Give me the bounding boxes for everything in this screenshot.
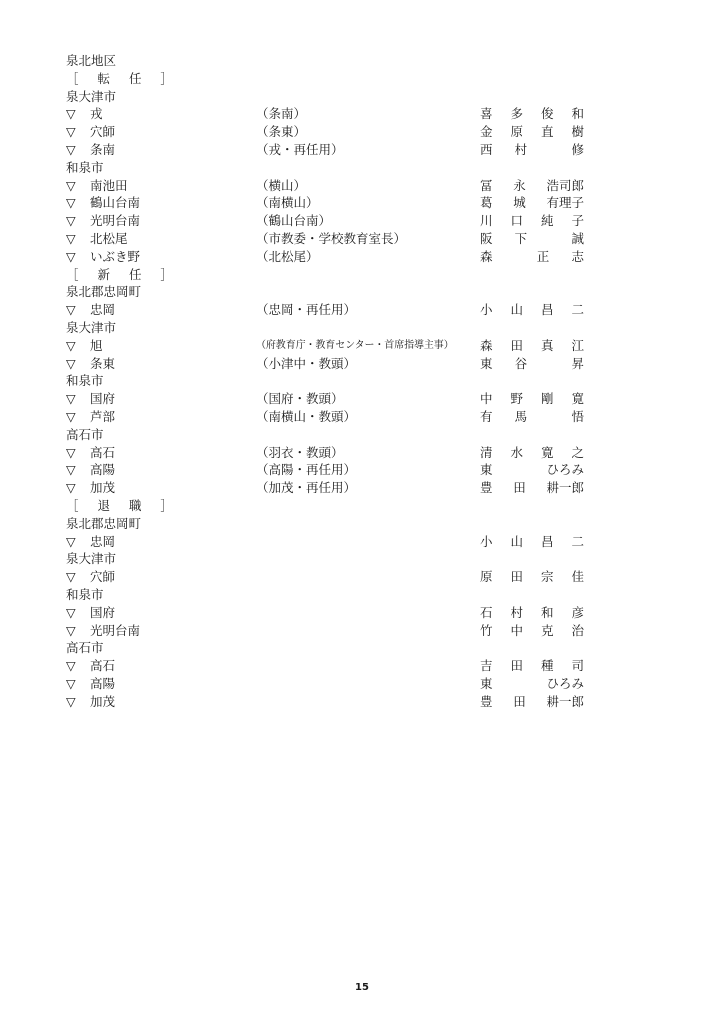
name-part: 昌 xyxy=(540,302,554,318)
name-part: 村 xyxy=(510,604,523,620)
school-name: 高陽 xyxy=(90,675,116,691)
name-part: 東 xyxy=(480,675,493,691)
page-number: 15 xyxy=(355,982,369,993)
triangle-icon: ▽ xyxy=(66,337,76,353)
name-part: 川 xyxy=(480,213,493,229)
triangle-icon: ▽ xyxy=(66,569,76,585)
triangle-icon: ▽ xyxy=(66,177,76,193)
previous-post: （国府・教頭） xyxy=(256,391,344,407)
triangle-icon: ▽ xyxy=(66,444,76,460)
name-part: 葛 xyxy=(480,195,493,211)
name-part: 村 xyxy=(514,141,528,157)
list-item xyxy=(66,390,586,408)
name-part: 悟 xyxy=(571,408,584,424)
area-heading: 和泉市 xyxy=(66,159,104,175)
triangle-icon: ▽ xyxy=(66,248,76,264)
name-part: 田 xyxy=(513,693,526,709)
person-name xyxy=(480,675,584,693)
name-part: 石 xyxy=(480,604,493,620)
name-part: ひろみ xyxy=(546,462,584,478)
list-item xyxy=(66,622,586,640)
name-part: 和 xyxy=(540,604,554,620)
previous-post: （横山） xyxy=(256,177,307,193)
name-part: 西 xyxy=(480,141,493,157)
previous-post: （条南） xyxy=(256,106,307,122)
list-item xyxy=(66,568,586,586)
school-name: 旭 xyxy=(90,337,103,353)
school-name: 光明台南 xyxy=(90,213,141,229)
name-part: 司 xyxy=(571,658,584,674)
name-part: 山 xyxy=(510,533,523,549)
school-name: 加茂 xyxy=(90,693,116,709)
name-part: 有 xyxy=(480,408,493,424)
previous-post: （条東） xyxy=(256,124,307,140)
school-name: 忠岡 xyxy=(90,302,116,318)
name-part: 永 xyxy=(513,177,526,193)
school-name: 穴師 xyxy=(90,124,116,140)
name-part: 浩司郎 xyxy=(546,177,584,193)
list-item xyxy=(66,693,586,711)
name-part: 森 xyxy=(480,248,493,264)
name-part: 彦 xyxy=(571,604,584,620)
name-part: 東 xyxy=(480,462,493,478)
list-item xyxy=(66,461,586,479)
school-name: 北松尾 xyxy=(90,230,128,246)
previous-post: （府教育庁・教育センター・首席指導主事） xyxy=(256,339,454,351)
name-part: 有理子 xyxy=(546,195,584,211)
previous-post: （羽衣・教頭） xyxy=(256,444,344,460)
area-heading: 高石市 xyxy=(66,426,104,442)
name-part: 森 xyxy=(480,337,493,353)
list-item xyxy=(66,408,586,426)
name-part: ひろみ xyxy=(546,675,584,691)
name-part: 純 xyxy=(540,213,554,229)
triangle-icon: ▽ xyxy=(66,213,76,229)
person-name xyxy=(480,604,584,622)
name-part: 直 xyxy=(540,124,554,140)
triangle-icon: ▽ xyxy=(66,302,76,318)
school-name: 高陽 xyxy=(90,462,116,478)
personnel-list xyxy=(66,52,586,710)
previous-post: （小津中・教頭） xyxy=(256,355,357,371)
list-item xyxy=(66,141,586,159)
name-part: 克 xyxy=(540,622,554,638)
list-item xyxy=(66,675,586,693)
person-name xyxy=(480,177,584,195)
list-item xyxy=(66,355,586,373)
school-name: 忠岡 xyxy=(90,533,116,549)
name-part: 中 xyxy=(480,391,493,407)
previous-post: （戎・再任用） xyxy=(256,141,344,157)
school-name: 南池田 xyxy=(90,177,128,193)
name-part: 耕一郎 xyxy=(546,693,584,709)
name-part: 中 xyxy=(510,622,523,638)
name-part: 口 xyxy=(510,213,523,229)
triangle-icon: ▽ xyxy=(66,658,76,674)
school-name: 鶴山台南 xyxy=(90,195,141,211)
list-item xyxy=(66,604,586,622)
person-name xyxy=(480,301,584,319)
name-part: 田 xyxy=(510,569,523,585)
list-item xyxy=(66,248,586,266)
name-part: 昇 xyxy=(571,355,584,371)
triangle-icon: ▽ xyxy=(66,391,76,407)
area-heading: 高石市 xyxy=(66,640,104,656)
list-item xyxy=(66,444,586,462)
triangle-icon: ▽ xyxy=(66,355,76,371)
name-part: 佳 xyxy=(571,569,584,585)
name-part: 和 xyxy=(571,106,584,122)
name-part: 原 xyxy=(510,124,523,140)
school-name: 穴師 xyxy=(90,569,116,585)
school-name: 国府 xyxy=(90,604,116,620)
list-item xyxy=(66,230,586,248)
name-part: 豊 xyxy=(480,480,493,496)
name-part: 水 xyxy=(510,444,523,460)
name-part: 野 xyxy=(510,391,523,407)
previous-post: （高陽・再任用） xyxy=(256,462,357,478)
school-name: いぶき野 xyxy=(90,248,141,264)
name-part: 馬 xyxy=(514,408,528,424)
person-name xyxy=(480,105,584,123)
school-name: 光明台南 xyxy=(90,622,141,638)
triangle-icon: ▽ xyxy=(66,462,76,478)
triangle-icon: ▽ xyxy=(66,195,76,211)
person-name xyxy=(480,461,584,479)
list-item xyxy=(66,301,586,319)
school-name: 高石 xyxy=(90,444,116,460)
school-name: 国府 xyxy=(90,391,116,407)
person-name xyxy=(480,622,584,640)
list-item xyxy=(66,105,586,123)
person-name xyxy=(480,141,584,159)
name-part: 金 xyxy=(480,124,493,140)
school-name: 加茂 xyxy=(90,480,116,496)
previous-post: （南横山・教頭） xyxy=(256,408,357,424)
name-part: 耕一郎 xyxy=(546,480,584,496)
area-heading: 泉北地区 xyxy=(66,53,117,68)
name-part: 真 xyxy=(540,337,554,353)
name-part: 小 xyxy=(480,302,493,318)
area-heading: 和泉市 xyxy=(66,586,104,602)
name-part: 修 xyxy=(571,141,584,157)
triangle-icon: ▽ xyxy=(66,622,76,638)
area-heading: 泉大津市 xyxy=(66,88,117,104)
name-part: 喜 xyxy=(480,106,493,122)
name-part: 田 xyxy=(510,337,523,353)
name-part: 原 xyxy=(480,569,493,585)
previous-post: （南横山） xyxy=(256,195,319,211)
list-item xyxy=(66,533,586,551)
triangle-icon: ▽ xyxy=(66,693,76,709)
person-name xyxy=(480,533,584,551)
person-name xyxy=(480,212,584,230)
name-part: 宗 xyxy=(540,569,554,585)
area-heading: 泉大津市 xyxy=(66,319,117,335)
school-name: 条南 xyxy=(90,141,116,157)
previous-post: （加茂・再任用） xyxy=(256,480,357,496)
name-part: 豊 xyxy=(480,693,493,709)
name-part: 江 xyxy=(571,337,584,353)
name-part: 冨 xyxy=(480,177,493,193)
area-heading: 泉大津市 xyxy=(66,551,117,567)
school-name: 高石 xyxy=(90,658,116,674)
person-name xyxy=(480,123,584,141)
list-item xyxy=(66,212,586,230)
name-part: 城 xyxy=(513,195,526,211)
person-name xyxy=(480,479,584,497)
school-name: 芦部 xyxy=(90,408,116,424)
list-item xyxy=(66,194,586,212)
name-part: 昌 xyxy=(540,533,554,549)
list-item xyxy=(66,123,586,141)
name-part: 種 xyxy=(540,658,554,674)
name-part: 寛 xyxy=(540,444,554,460)
name-part: 志 xyxy=(571,248,584,264)
person-name xyxy=(480,408,584,426)
list-item xyxy=(66,657,586,675)
person-name xyxy=(480,444,584,462)
list-item xyxy=(66,479,586,497)
name-part: 之 xyxy=(571,444,584,460)
name-part: 田 xyxy=(513,480,526,496)
person-name xyxy=(480,248,584,266)
name-part: 剛 xyxy=(540,391,554,407)
name-part: 谷 xyxy=(514,355,528,371)
triangle-icon: ▽ xyxy=(66,141,76,157)
triangle-icon: ▽ xyxy=(66,408,76,424)
name-part: 多 xyxy=(510,106,523,122)
name-part: 田 xyxy=(510,658,523,674)
name-part: 下 xyxy=(514,230,528,246)
name-part: 竹 xyxy=(480,622,493,638)
triangle-icon: ▽ xyxy=(66,604,76,620)
person-name xyxy=(480,355,584,373)
name-part: 誠 xyxy=(571,230,584,246)
triangle-icon: ▽ xyxy=(66,106,76,122)
name-part: 吉 xyxy=(480,658,493,674)
triangle-icon: ▽ xyxy=(66,230,76,246)
person-name xyxy=(480,657,584,675)
name-part: 正 xyxy=(536,248,550,264)
person-name xyxy=(480,693,584,711)
school-name: 戎 xyxy=(90,106,103,122)
area-heading: 泉北郡忠岡町 xyxy=(66,284,142,300)
name-part: 東 xyxy=(480,355,493,371)
name-part: 俊 xyxy=(540,106,554,122)
previous-post: （忠岡・再任用） xyxy=(256,302,357,318)
triangle-icon: ▽ xyxy=(66,675,76,691)
person-name xyxy=(480,194,584,212)
name-part: 子 xyxy=(571,213,584,229)
area-heading: 和泉市 xyxy=(66,373,104,389)
person-name xyxy=(480,337,584,355)
name-part: 樹 xyxy=(571,124,584,140)
name-part: 山 xyxy=(510,302,523,318)
name-part: 阪 xyxy=(480,230,493,246)
section-heading: ［ 退 職 ］ xyxy=(66,497,181,513)
person-name xyxy=(480,230,584,248)
previous-post: （鶴山台南） xyxy=(256,213,332,229)
area-heading: 泉北郡忠岡町 xyxy=(66,515,142,531)
person-name xyxy=(480,568,584,586)
section-heading: ［ 転 任 ］ xyxy=(66,70,181,86)
name-part: 寛 xyxy=(571,391,584,407)
list-item xyxy=(66,337,586,355)
triangle-icon: ▽ xyxy=(66,533,76,549)
section-heading: ［ 新 任 ］ xyxy=(66,266,181,282)
name-part: 小 xyxy=(480,533,493,549)
school-name: 条東 xyxy=(90,355,116,371)
previous-post: （北松尾） xyxy=(256,248,319,264)
triangle-icon: ▽ xyxy=(66,124,76,140)
name-part: 二 xyxy=(571,533,584,549)
name-part: 清 xyxy=(480,444,493,460)
previous-post: （市教委・学校教育室長） xyxy=(256,230,407,246)
person-name xyxy=(480,390,584,408)
name-part: 二 xyxy=(571,302,584,318)
list-item xyxy=(66,177,586,195)
triangle-icon: ▽ xyxy=(66,480,76,496)
name-part: 治 xyxy=(571,622,584,638)
